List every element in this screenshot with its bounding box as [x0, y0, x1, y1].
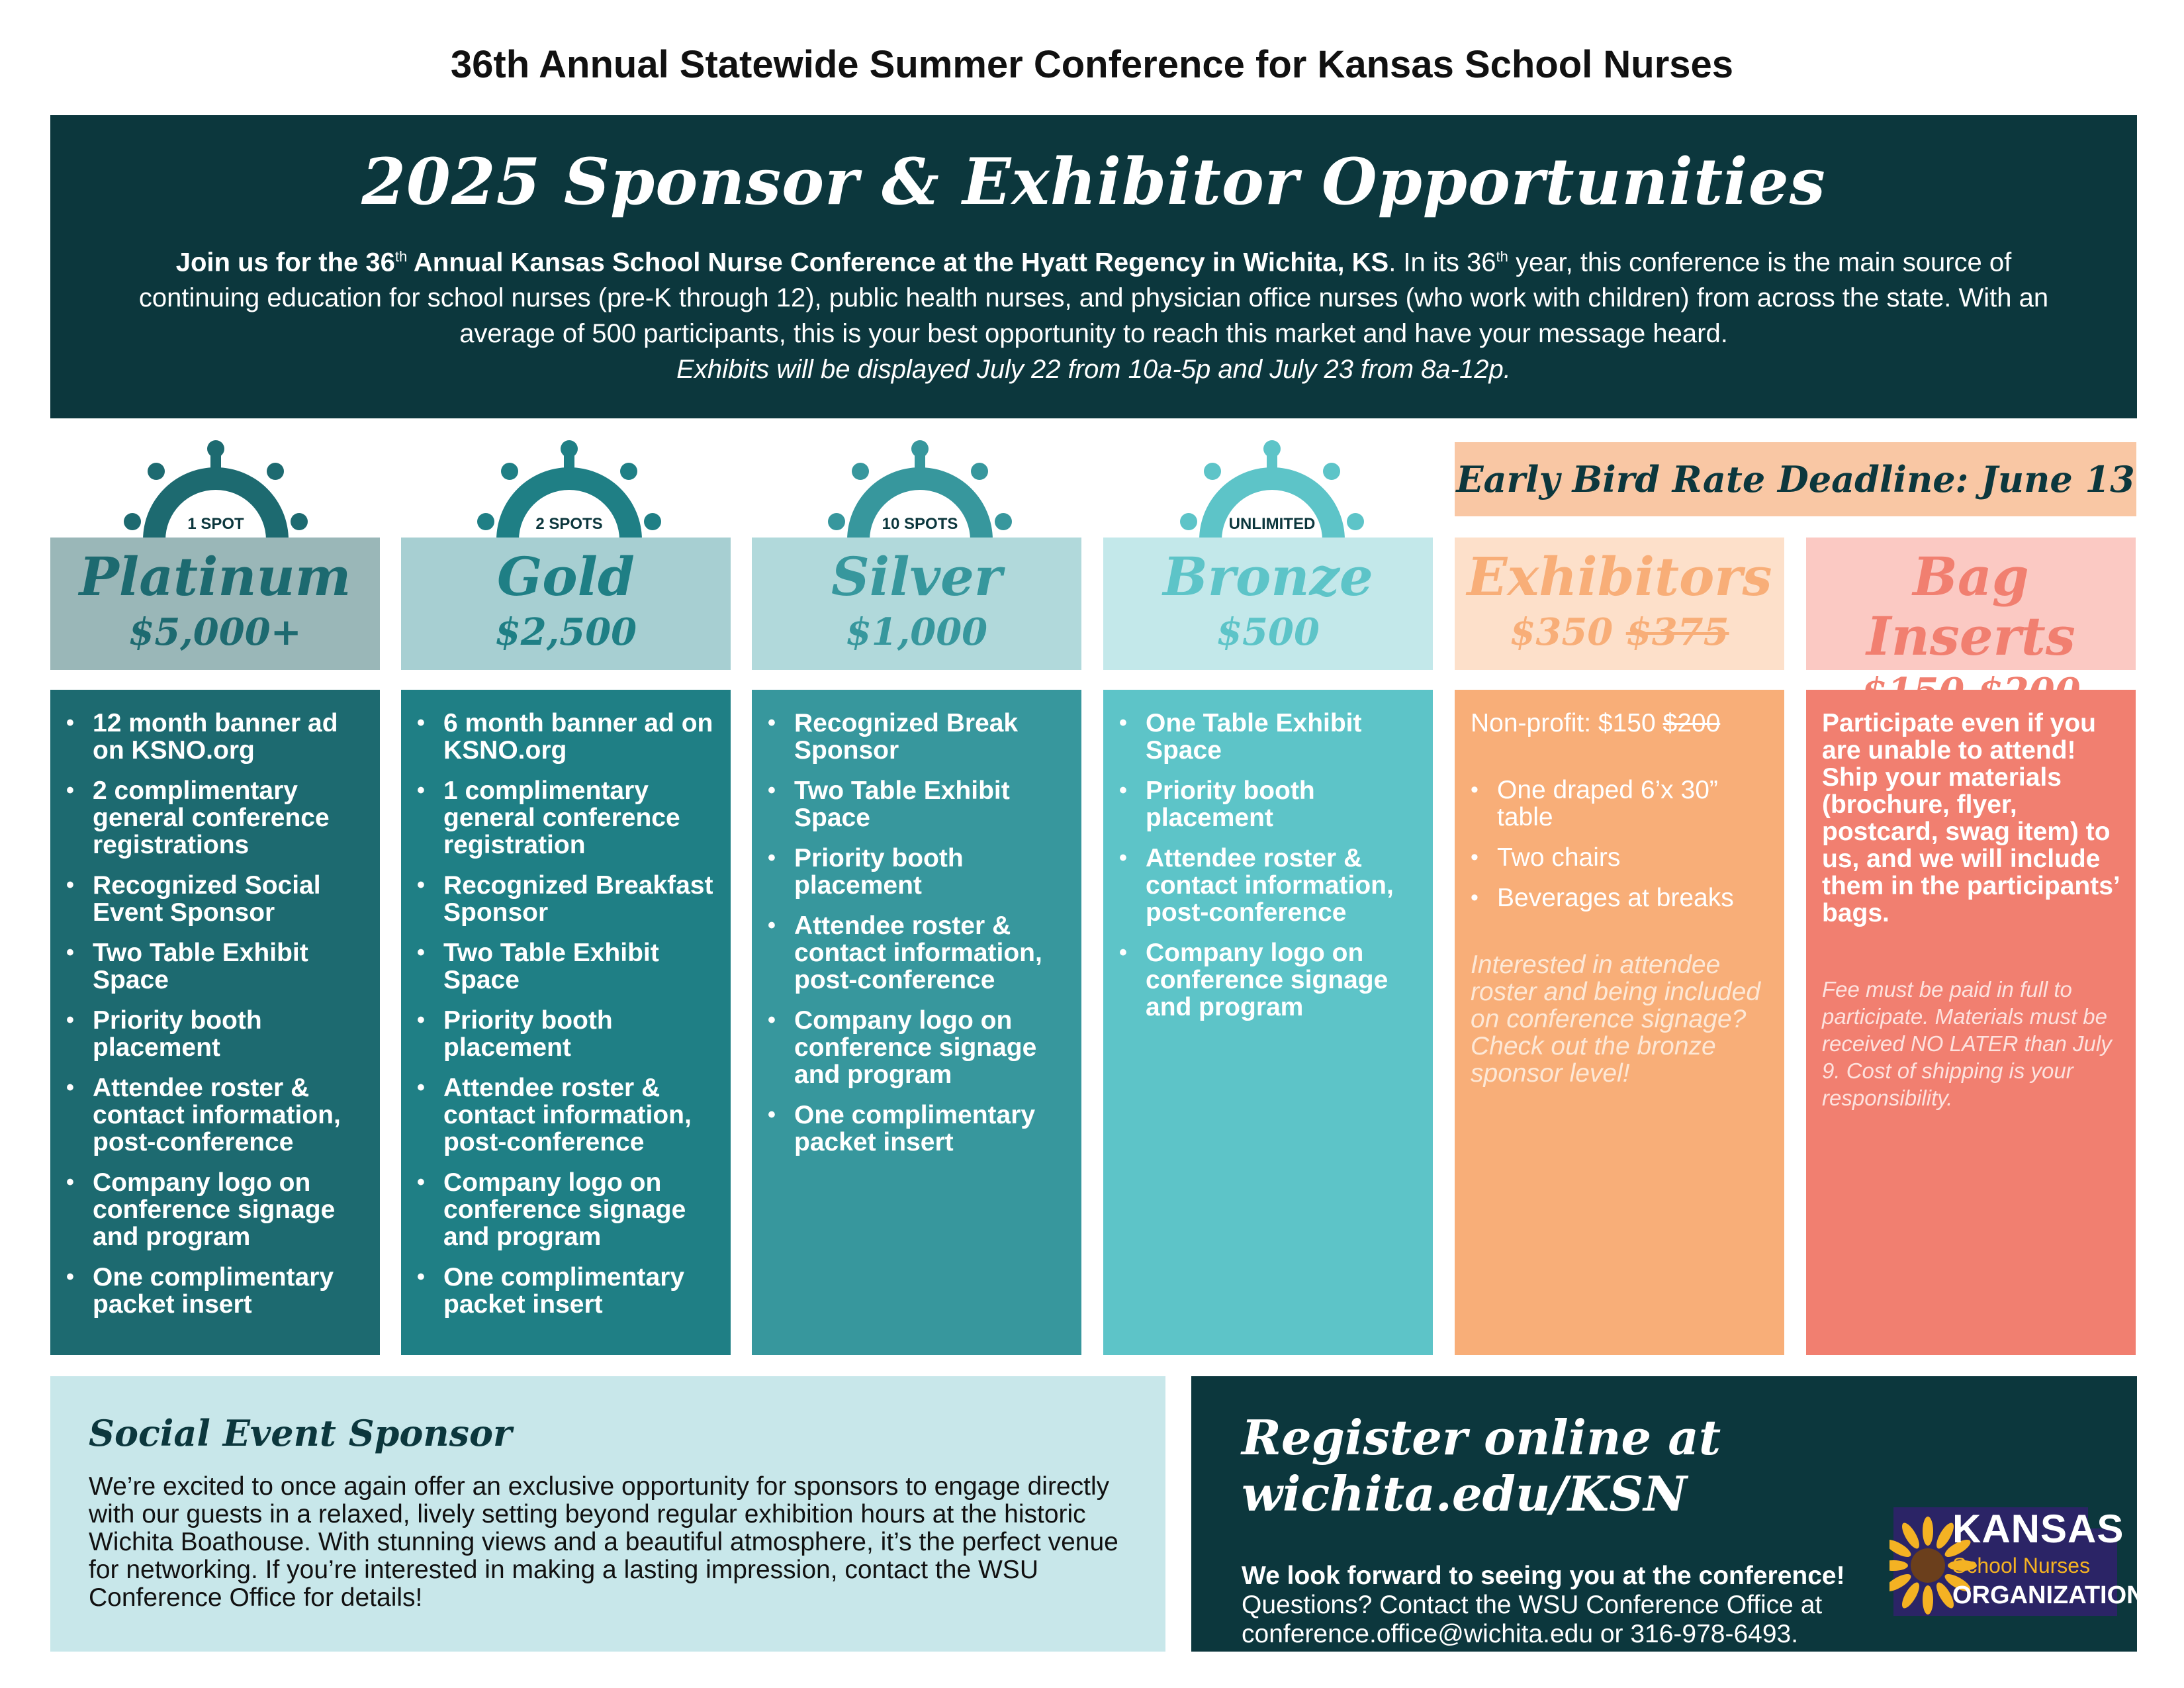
- list-item: • Recognized Break Sponsor: [768, 710, 1068, 764]
- price-old: $375: [1625, 610, 1729, 654]
- list-item: • Company logo on conference signage and program: [66, 1169, 367, 1250]
- list-item: • Priority booth placement: [66, 1007, 367, 1061]
- nonprofit-price: [1471, 710, 1771, 737]
- benefit-list: [768, 710, 1068, 1156]
- exhibit-times: Exhibits will be displayed July 22 from 10a-5p and July 23 from 8a-12p.: [676, 355, 1511, 385]
- list-item: • Attendee roster & contact information, post-conference: [768, 912, 1068, 994]
- tier-spots: 2 SPOTS: [535, 515, 603, 533]
- benefit-list: [1471, 776, 1771, 912]
- tier-name: Bronze: [1163, 545, 1373, 608]
- ship-wheel-icon: [477, 437, 662, 540]
- social-event-panel: [50, 1376, 1165, 1652]
- tier-header-platinum: [50, 538, 380, 670]
- tier-header-bronze: [1103, 538, 1433, 670]
- tier-column-bronze: [1103, 690, 1433, 1355]
- tier-header-gold: [401, 538, 731, 670]
- list-item: • 12 month banner ad on KSNO.org: [66, 710, 367, 764]
- bag-insert-body: Participate even if you are unable to attend! Ship your materials (brochure, flyer, postcard, swag item) to us, and we will include them in the participants’ bags.: [1822, 709, 2119, 927]
- tier-price: $2,500: [494, 610, 637, 654]
- tier-column-exhibitors: [1455, 690, 1784, 1355]
- intro-text-2: year, this conference is the main source of continuing education for school nurses (pre-K through 12), public health nurses, and physician office nurses (who work with children) from across the state. With an average of 500 participants, this is your best opportunity to reach this market and have your message heard.: [138, 248, 2049, 349]
- list-item: • Two chairs: [1471, 844, 1771, 871]
- price-new: $350: [1510, 610, 1614, 654]
- intro-sup-1: th: [394, 248, 408, 265]
- register-contact: Questions? Contact the WSU Conference Office at conference.office@wichita.edu or 316-978-6493.: [1242, 1591, 1823, 1648]
- list-item: • 2 complimentary general conference registrations: [66, 777, 367, 859]
- register-panel: [1191, 1376, 2145, 1652]
- tier-price: $1,000: [845, 610, 988, 654]
- hero-banner: [50, 115, 2137, 418]
- register-line-1: We look forward to seeing you at the conference!: [1242, 1562, 1845, 1590]
- list-item: • Company logo on conference signage and program: [417, 1169, 717, 1250]
- page-header-title: 36th Annual Statewide Summer Conference for Kansas School Nurses: [450, 43, 1734, 86]
- list-item: • Beverages at breaks: [1471, 884, 1771, 912]
- list-item: • Priority booth placement: [417, 1007, 717, 1061]
- tier-price: [1455, 610, 1784, 654]
- benefit-list: [417, 710, 717, 1318]
- tier-name: Platinum: [79, 545, 351, 608]
- tier-spots: UNLIMITED: [1228, 515, 1316, 533]
- list-item: • 6 month banner ad on KSNO.org: [417, 710, 717, 764]
- tier-column-gold: [401, 690, 731, 1355]
- intro-sup-2: th: [1496, 248, 1508, 265]
- tier-name: Silver: [831, 545, 1003, 608]
- benefit-list: [66, 710, 367, 1318]
- register-body: [1242, 1562, 1877, 1649]
- list-item: • One complimentary packet insert: [417, 1264, 717, 1318]
- tier-column-bag-inserts: [1806, 690, 2136, 1355]
- list-item: • 1 complimentary general conference registration: [417, 777, 717, 859]
- tier-spots: 1 SPOT: [187, 515, 244, 533]
- list-item: • Recognized Breakfast Sponsor: [417, 872, 717, 926]
- tier-name: Exhibitors: [1467, 545, 1772, 608]
- list-item: • Attendee roster & contact information, post-conference: [417, 1074, 717, 1156]
- nonprofit-label: Non-profit: $150: [1471, 709, 1656, 737]
- list-item: • Two Table Exhibit Space: [66, 939, 367, 994]
- logo-kansas: KANSAS: [1952, 1507, 2124, 1551]
- exhibitor-note: Interested in attendee roster and being included on conference signage? Check out the bronze sponsor level!: [1471, 951, 1760, 1088]
- ship-wheel-icon: [1179, 437, 1365, 540]
- tier-name: Gold: [496, 545, 635, 608]
- nonprofit-old-price: $200: [1662, 709, 1721, 737]
- list-item: • Priority booth placement: [1119, 777, 1420, 831]
- list-item: • One Table Exhibit Space: [1119, 710, 1420, 764]
- bag-insert-note: Fee must be paid in full to participate. Materials must be received NO LATER than July 9. Cost of shipping is your responsibility.: [1822, 977, 2112, 1110]
- tier-price: $500: [1216, 610, 1320, 654]
- logo-organization: ORGANIZATION: [1952, 1581, 2145, 1609]
- intro-bold-1: Join us for the 36: [175, 248, 395, 277]
- tier-header-exhibitors: [1455, 538, 1784, 670]
- ship-wheel-icon: [123, 437, 308, 540]
- list-item: • Two Table Exhibit Space: [417, 939, 717, 994]
- tier-spots: 10 SPOTS: [882, 515, 958, 533]
- list-item: • One complimentary packet insert: [66, 1264, 367, 1318]
- list-item: • Attendee roster & contact information, post-conference: [1119, 845, 1420, 926]
- social-event-title: Social Event Sponsor: [89, 1412, 512, 1454]
- list-item: • One draped 6’x 30” table: [1471, 776, 1771, 831]
- tier-name: Bag Inserts: [1866, 545, 2075, 667]
- list-item: • Attendee roster & contact information, post-conference: [66, 1074, 367, 1156]
- logo-school-nurses: School Nurses: [1952, 1554, 2091, 1577]
- tier-header-silver: [752, 538, 1081, 670]
- list-item: • Company logo on conference signage and program: [768, 1007, 1068, 1088]
- hero-intro: [118, 239, 2070, 387]
- social-event-body: We’re excited to once again offer an exclusive opportunity for sponsors to engage directly with our guests in a relaxed, lively setting beyond regular exhibition hours at the historic Wichita Boathouse. With stunning views and a beautiful atmosphere, it’s the perfect venue for networking. If you’re interested in making a lasting impression, contact the WSU Conference Office for details!: [89, 1472, 1118, 1612]
- early-bird-banner: Early Bird Rate Deadline: June 13: [1455, 442, 2136, 516]
- list-item: • Two Table Exhibit Space: [768, 777, 1068, 831]
- list-item: • Recognized Social Event Sponsor: [66, 872, 367, 926]
- benefit-list: [1119, 710, 1420, 1021]
- list-item: • One complimentary packet insert: [768, 1102, 1068, 1156]
- intro-bold-2: Annual Kansas School Nurse Conference at the Hyatt Regency in Wichita, KS: [407, 248, 1389, 277]
- list-item: • Company logo on conference signage and program: [1119, 939, 1420, 1021]
- tier-column-platinum: [50, 690, 380, 1355]
- hero-title: 2025 Sponsor & Exhibitor Opportunities: [361, 144, 1826, 219]
- ksno-logo: [1889, 1502, 2145, 1621]
- tier-header-bag-inserts: [1806, 538, 2136, 670]
- intro-text-1: . In its 36: [1388, 248, 1496, 277]
- ship-wheel-icon: [827, 437, 1013, 540]
- list-item: • Priority booth placement: [768, 845, 1068, 899]
- tier-price: $5,000+: [128, 610, 302, 654]
- register-link[interactable]: Register online at wichita.edu/KSN: [1242, 1409, 1721, 1522]
- tier-column-silver: [752, 690, 1081, 1355]
